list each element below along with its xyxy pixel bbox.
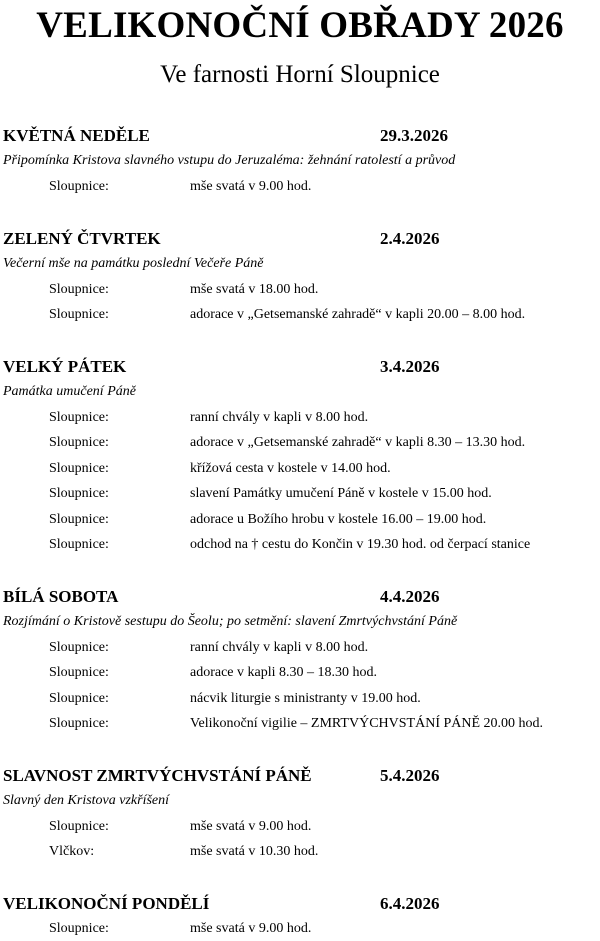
- row-event: adorace u Božího hrobu v kostele 16.00 – 19.00 hod.: [190, 507, 486, 533]
- section-header: [0, 227, 600, 251]
- schedule-row: [0, 686, 600, 712]
- section-name: VELIKONOČNÍ PONDĚLÍ: [3, 892, 209, 916]
- row-place: Sloupnice:: [49, 174, 109, 200]
- schedule-row: [0, 711, 600, 737]
- section-description: Večerní mše na památku poslední Večeře Páně: [0, 251, 600, 277]
- schedule: [0, 124, 600, 941]
- schedule-section: [0, 124, 600, 200]
- row-place: Sloupnice:: [49, 430, 109, 456]
- schedule-row: [0, 277, 600, 303]
- row-event: adorace v „Getsemanské zahradě“ v kapli 20.00 – 8.00 hod.: [190, 302, 525, 328]
- row-place: Sloupnice:: [49, 814, 109, 840]
- page-subtitle: Ve farnosti Horní Sloupnice: [0, 60, 600, 90]
- schedule-section: [0, 355, 600, 558]
- section-description: Rozjímání o Kristově sestupu do Šeolu; po setmění: slavení Zmrtvýchvstání Páně: [0, 609, 600, 635]
- section-name: VELKÝ PÁTEK: [3, 355, 126, 379]
- row-place: Sloupnice:: [49, 302, 109, 328]
- schedule-row: [0, 916, 600, 941]
- row-place: Sloupnice:: [49, 711, 109, 737]
- schedule-section: [0, 227, 600, 328]
- schedule-row: [0, 660, 600, 686]
- section-description: Připomínka Kristova slavného vstupu do Jeruzaléma: žehnání ratolestí a průvod: [0, 148, 600, 174]
- section-header: [0, 892, 600, 916]
- row-place: Sloupnice:: [49, 916, 109, 941]
- section-header: [0, 355, 600, 379]
- row-event: ranní chvály v kapli v 8.00 hod.: [190, 635, 368, 661]
- schedule-row: [0, 532, 600, 558]
- row-event: slavení Památky umučení Páně v kostele v 15.00 hod.: [190, 481, 492, 507]
- row-event: mše svatá v 18.00 hod.: [190, 277, 318, 303]
- schedule-row: [0, 405, 600, 431]
- schedule-row: [0, 481, 600, 507]
- row-place: Sloupnice:: [49, 660, 109, 686]
- row-event: ranní chvály v kapli v 8.00 hod.: [190, 405, 368, 431]
- section-description: Slavný den Kristova vzkříšení: [0, 788, 600, 814]
- row-place: Sloupnice:: [49, 456, 109, 482]
- row-place: Vlčkov:: [49, 839, 94, 865]
- row-event: mše svatá v 9.00 hod.: [190, 916, 311, 941]
- row-event: mše svatá v 10.30 hod.: [190, 839, 318, 865]
- schedule-row: [0, 507, 600, 533]
- row-event: odchod na † cestu do Končin v 19.30 hod. od čerpací stanice: [190, 532, 530, 558]
- schedule-section: [0, 764, 600, 865]
- row-place: Sloupnice:: [49, 635, 109, 661]
- row-event: nácvik liturgie s ministranty v 19.00 hod.: [190, 686, 421, 712]
- section-name: SLAVNOST ZMRTVÝCHVSTÁNÍ PÁNĚ: [3, 764, 312, 788]
- row-place: Sloupnice:: [49, 405, 109, 431]
- section-header: [0, 585, 600, 609]
- row-event: Velikonoční vigilie – ZMRTVÝCHVSTÁNÍ PÁNĚ 20.00 hod.: [190, 711, 543, 737]
- row-place: Sloupnice:: [49, 532, 109, 558]
- row-event: mše svatá v 9.00 hod.: [190, 814, 311, 840]
- section-date: 6.4.2026: [380, 892, 440, 916]
- section-name: ZELENÝ ČTVRTEK: [3, 227, 161, 251]
- row-event: adorace v „Getsemanské zahradě“ v kapli 8.30 – 13.30 hod.: [190, 430, 525, 456]
- section-date: 4.4.2026: [380, 585, 440, 609]
- section-date: 5.4.2026: [380, 764, 440, 788]
- section-header: [0, 124, 600, 148]
- row-event: adorace v kapli 8.30 – 18.30 hod.: [190, 660, 377, 686]
- section-header: [0, 764, 600, 788]
- section-description: Památka umučení Páně: [0, 379, 600, 405]
- schedule-row: [0, 430, 600, 456]
- section-name: KVĚTNÁ NEDĚLE: [3, 124, 150, 148]
- section-name: BÍLÁ SOBOTA: [3, 585, 118, 609]
- schedule-row: [0, 814, 600, 840]
- row-event: mše svatá v 9.00 hod.: [190, 174, 311, 200]
- row-place: Sloupnice:: [49, 277, 109, 303]
- schedule-row: [0, 302, 600, 328]
- schedule-row: [0, 174, 600, 200]
- row-place: Sloupnice:: [49, 507, 109, 533]
- page-title: VELIKONOČNÍ OBŘADY 2026: [0, 4, 600, 48]
- schedule-row: [0, 456, 600, 482]
- section-date: 2.4.2026: [380, 227, 440, 251]
- row-event: křížová cesta v kostele v 14.00 hod.: [190, 456, 391, 482]
- section-date: 3.4.2026: [380, 355, 440, 379]
- row-place: Sloupnice:: [49, 686, 109, 712]
- schedule-row: [0, 839, 600, 865]
- schedule-row: [0, 635, 600, 661]
- schedule-section: [0, 585, 600, 737]
- section-date: 29.3.2026: [380, 124, 448, 148]
- schedule-section: [0, 892, 600, 941]
- row-place: Sloupnice:: [49, 481, 109, 507]
